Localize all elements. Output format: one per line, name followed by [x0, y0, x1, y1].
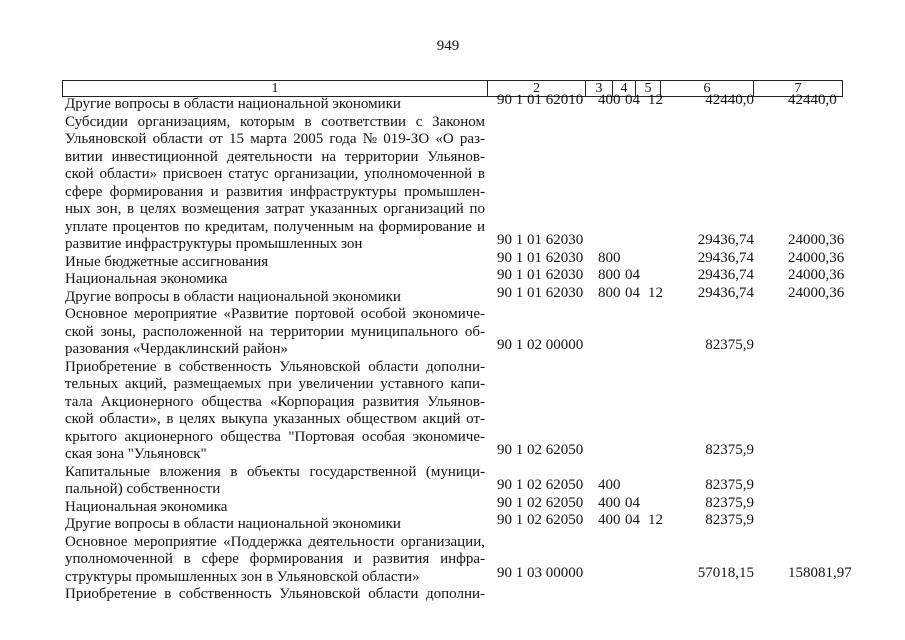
description-line: сфере формирования и развития инфраструктуры промышлен- — [65, 183, 485, 200]
description-line: витии инвестиционной деятельности на территории Ульянов- — [65, 148, 485, 165]
column-6-amount: 82375,9 — [705, 477, 754, 493]
description-line: крытого акционерного общества "Портовая особая экономиче- — [65, 428, 485, 445]
table-row — [0, 267, 905, 289]
classification-code-cell: 90 1 01 62030 — [497, 267, 584, 283]
column-4-cell: 04 — [625, 494, 640, 511]
page-number: 949 — [436, 38, 460, 54]
column-6-amount: 82375,9 — [705, 512, 754, 528]
column-5-cell: 12 — [648, 284, 663, 301]
table-row — [0, 534, 905, 587]
column-header-4: 4 — [612, 81, 635, 96]
column-6-amount: 82375,9 — [705, 494, 754, 511]
description-line: Другие вопросы в области национальной экономики — [65, 96, 401, 112]
table-row — [0, 114, 905, 254]
column-6-amount: 29436,74 — [697, 267, 754, 283]
column-header-7: 7 — [753, 81, 842, 96]
classification-code-cell: 90 1 01 62030 — [497, 284, 584, 301]
table-body — [0, 92, 905, 626]
table-row — [0, 306, 905, 359]
description-line: Основное мероприятие «Развитие портовой особой экономиче- — [65, 306, 485, 322]
column-5-cell: 12 — [648, 92, 663, 108]
classification-code-cell: 90 1 02 62050 — [497, 477, 584, 493]
classification-code-cell: 90 1 02 62050 — [497, 512, 584, 528]
description-line: пальной) собственности — [65, 481, 221, 497]
description-line: Другие вопросы в области национальной экономики — [65, 516, 401, 532]
table-row — [0, 586, 905, 604]
column-7-amount: 42440,0 — [788, 92, 837, 108]
classification-code-cell: 90 1 02 00000 — [497, 337, 584, 353]
classification-code-cell: 90 1 02 62050 — [497, 442, 584, 458]
description-line: уплате процентов по кредитам, полученным на формирование и — [65, 218, 485, 235]
description-line: ской области» присвоен статус организации, уполномоченной в — [65, 166, 485, 182]
column-header-1: 1 — [271, 81, 279, 96]
description-line: Основное мероприятие «Поддержка деятельности организации, — [65, 533, 485, 550]
description-line: Капитальные вложения в объекты государственной (муници- — [65, 463, 485, 480]
description-line: Субсидии организациям, которым в соответствии с Законом — [65, 113, 485, 130]
description-line: Приобретение в собственность Ульяновской области дополни- — [65, 586, 485, 602]
table-row — [0, 464, 905, 499]
description-line: ской области», в целях выкупа указанных обществом акций от- — [65, 411, 485, 427]
column-3-cell: 400 — [598, 477, 621, 493]
column-7-amount: 24000,36 — [788, 267, 845, 283]
description-line: Ульяновской области от 15 марта 2005 года № 019-ЗО «О раз- — [65, 131, 485, 147]
column-header-3: 3 — [585, 81, 612, 96]
description-line: структуры промышленных зон в Ульяновской области» — [65, 568, 420, 585]
column-6-amount: 82375,9 — [705, 337, 754, 353]
column-7-amount: 24000,36 — [788, 232, 845, 248]
column-header-2: 2 — [487, 81, 585, 96]
column-6-amount: 82375,9 — [705, 442, 754, 458]
table-row — [0, 512, 905, 534]
column-3-cell: 800 — [598, 267, 621, 283]
table-row — [0, 249, 905, 272]
column-6-amount: 29436,74 — [697, 249, 754, 266]
column-3-cell: 400 — [598, 494, 621, 511]
column-3-cell: 400 — [598, 92, 621, 108]
description-line: Национальная экономика — [65, 498, 228, 515]
description-line: разования «Чердаклинский район» — [65, 341, 289, 357]
column-4-cell: 04 — [625, 284, 640, 301]
column-3-cell: 800 — [598, 249, 621, 266]
description-line: тала Акционерного общества «Корпорация развития Ульянов- — [65, 393, 485, 410]
classification-code-cell: 90 1 02 62050 — [497, 494, 584, 511]
table-row — [0, 284, 905, 307]
classification-code-cell: 90 1 01 62010 — [497, 92, 584, 108]
column-header-5: 5 — [635, 81, 660, 96]
description-line: уполномоченной в сфере формирования и развития инфра- — [65, 551, 485, 567]
description-line: ской зоны, расположенной на территории муниципального об- — [65, 323, 485, 340]
column-6-amount: 29436,74 — [697, 284, 754, 301]
column-4-cell: 04 — [625, 92, 640, 108]
column-7-amount: 24000,36 — [788, 284, 845, 301]
table-row — [0, 359, 905, 464]
description-line: тельных акций, размещаемых при увеличении уставного капи- — [65, 376, 485, 392]
column-6-amount: 57018,15 — [697, 564, 754, 581]
column-3-cell: 800 — [598, 284, 621, 301]
column-3-cell: 400 — [598, 512, 621, 528]
description-line: Другие вопросы в области национальной экономики — [65, 288, 401, 305]
classification-code-cell: 90 1 01 62030 — [497, 232, 584, 248]
classification-code-cell: 90 1 01 62030 — [497, 249, 584, 266]
description-line: ных зон, в целях возмещения затрат указанных организаций по — [65, 201, 485, 217]
description-line: ская зона "Ульяновск" — [65, 446, 207, 462]
description-line: развитие инфраструктуры промышленных зон — [65, 236, 363, 252]
column-header-6: 6 — [660, 81, 753, 96]
column-4-cell: 04 — [625, 267, 640, 283]
column-7-amount: 24000,36 — [788, 249, 845, 266]
classification-code-cell: 90 1 03 00000 — [497, 564, 584, 581]
column-6-amount: 42440,0 — [705, 92, 754, 108]
column-6-amount: 29436,74 — [697, 232, 754, 248]
description-line: Иные бюджетные ассигнования — [65, 253, 269, 270]
column-5-cell: 12 — [648, 512, 663, 528]
table-row — [0, 494, 905, 517]
column-7-amount: 158081,97 — [788, 564, 852, 581]
table-row — [0, 92, 905, 114]
description-line: Приобретение в собственность Ульяновской области дополни- — [65, 358, 485, 375]
column-4-cell: 04 — [625, 512, 640, 528]
description-line: Национальная экономика — [65, 271, 228, 287]
